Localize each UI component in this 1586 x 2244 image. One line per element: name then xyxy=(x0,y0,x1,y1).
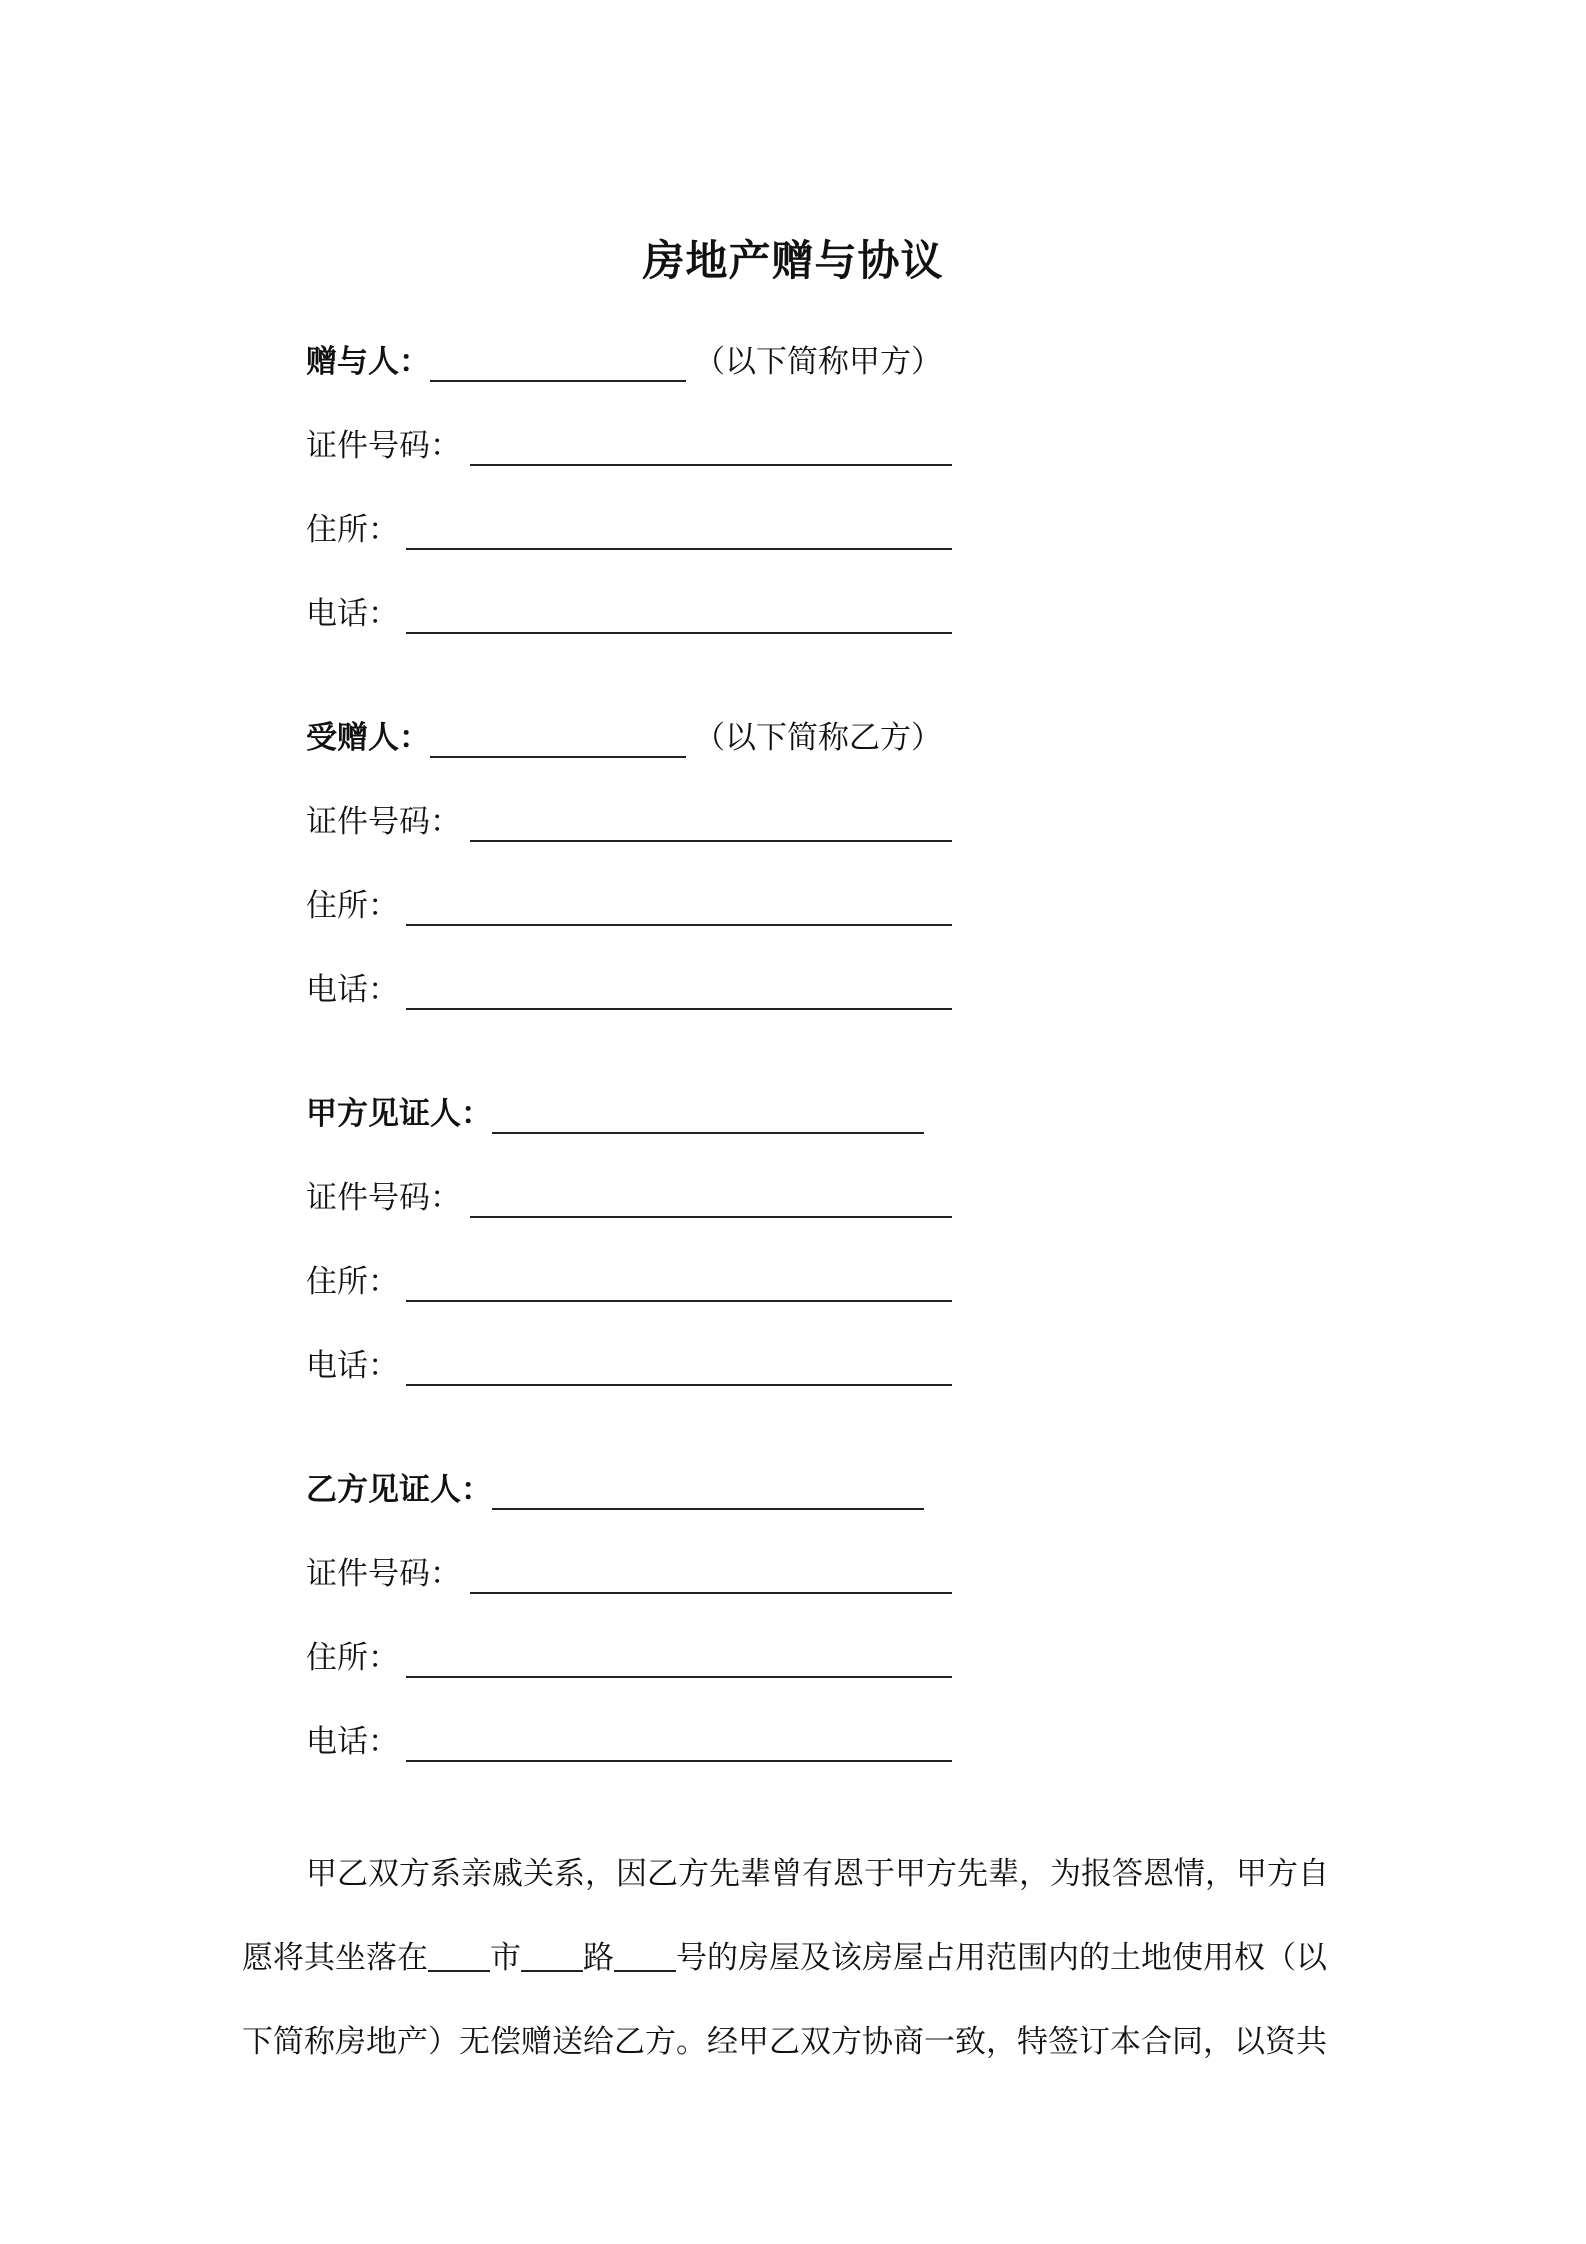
donor-address-field[interactable] xyxy=(406,548,952,550)
donee-id-field[interactable] xyxy=(470,840,952,842)
donee-address-label: 住所： xyxy=(306,888,399,924)
witness-b-phone-label: 电话： xyxy=(306,1724,399,1760)
witness-a-address-field[interactable] xyxy=(406,1300,952,1302)
witness-a-label: 甲方见证人： xyxy=(306,1096,492,1132)
body-line-1: 甲乙双方系亲戚关系，因乙方先辈曾有恩于甲方先辈，为报答恩情，甲方自 xyxy=(306,1856,1329,1892)
body-line-2-part-b: 市 xyxy=(490,1940,521,1976)
donee-address-field[interactable] xyxy=(406,924,952,926)
donor-id-label: 证件号码： xyxy=(306,428,461,464)
city-blank[interactable] xyxy=(428,1940,490,1972)
witness-b-address-label: 住所： xyxy=(306,1640,399,1676)
donor-name-field[interactable] xyxy=(430,380,686,382)
witness-a-id-field[interactable] xyxy=(470,1216,952,1218)
body-line-2-part-a: 愿将其坐落在 xyxy=(242,1940,428,1976)
body-line-3: 下简称房地产）无偿赠送给乙方。经甲乙双方协商一致，特签订本合同，以资共 xyxy=(242,2024,1327,2060)
donor-id-field[interactable] xyxy=(470,464,952,466)
body-line-2-part-c: 路 xyxy=(583,1940,614,1976)
donee-phone-field[interactable] xyxy=(406,1008,952,1010)
body-line-2 xyxy=(242,1916,1354,2000)
body-line-2-part-d: 号的房屋及该房屋占用范围内的土地使用权（以 xyxy=(676,1940,1327,1976)
witness-a-id-label: 证件号码： xyxy=(306,1180,461,1216)
document-title: 房地产赠与协议 xyxy=(642,236,944,285)
donor-label: 赠与人： xyxy=(306,344,430,380)
donee-alias-note: （以下简称乙方） xyxy=(694,720,942,756)
witness-b-id-field[interactable] xyxy=(470,1592,952,1594)
donee-phone-label: 电话： xyxy=(306,972,399,1008)
donee-id-label: 证件号码： xyxy=(306,804,461,840)
witness-b-id-label: 证件号码： xyxy=(306,1556,461,1592)
donee-label: 受赠人： xyxy=(306,720,430,756)
road-blank[interactable] xyxy=(521,1940,583,1972)
donor-phone-field[interactable] xyxy=(406,632,952,634)
witness-b-label: 乙方见证人： xyxy=(306,1472,492,1508)
donee-name-field[interactable] xyxy=(430,756,686,758)
witness-b-address-field[interactable] xyxy=(406,1676,952,1678)
donor-alias-note: （以下简称甲方） xyxy=(694,344,942,380)
number-blank[interactable] xyxy=(614,1940,676,1972)
witness-a-address-label: 住所： xyxy=(306,1264,399,1300)
donor-phone-label: 电话： xyxy=(306,596,399,632)
witness-a-phone-field[interactable] xyxy=(406,1384,952,1386)
donor-address-label: 住所： xyxy=(306,512,399,548)
agreement-body xyxy=(242,1832,1354,2084)
witness-b-name-field[interactable] xyxy=(492,1508,924,1510)
witness-a-phone-label: 电话： xyxy=(306,1348,399,1384)
witness-a-name-field[interactable] xyxy=(492,1132,924,1134)
witness-b-phone-field[interactable] xyxy=(406,1760,952,1762)
